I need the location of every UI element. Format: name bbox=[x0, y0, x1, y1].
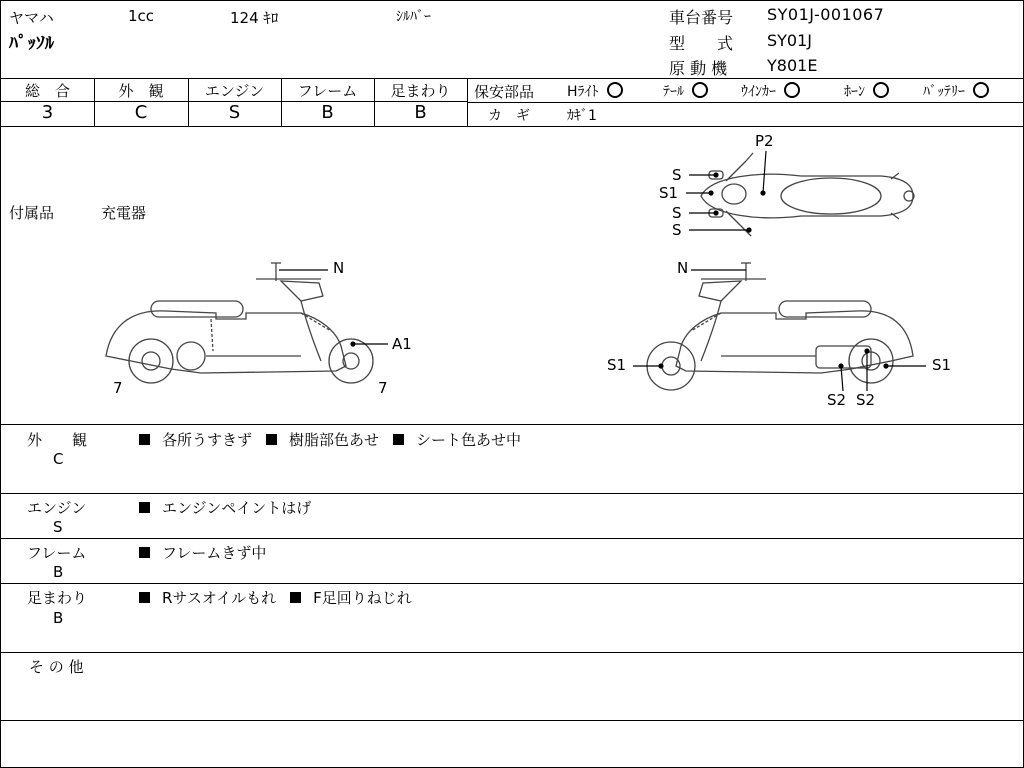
bullet-icon bbox=[393, 434, 404, 445]
callout-s1: S1 bbox=[607, 356, 627, 374]
section-notes-exterior: 各所うすきず 樹脂部色あせ シート色あせ中 bbox=[139, 429, 535, 450]
bullet-icon bbox=[139, 592, 150, 603]
type-value: SY01J bbox=[767, 31, 813, 50]
callout-s2: S2 bbox=[856, 391, 876, 409]
grade-label-engine: エンジン bbox=[204, 82, 265, 100]
grade-label-exterior: 外 観 bbox=[118, 82, 164, 100]
callout-lines bbox=[279, 151, 926, 391]
divider bbox=[1, 583, 1023, 584]
bullet-icon bbox=[266, 434, 277, 445]
divider bbox=[1, 424, 1023, 425]
callout-7: 7 bbox=[378, 379, 388, 397]
maker: ヤマハ bbox=[9, 9, 54, 27]
type-label: 型 式 bbox=[669, 34, 734, 53]
divider bbox=[1, 720, 1023, 721]
safety-item: ﾎｰﾝ bbox=[844, 81, 889, 101]
section-grade-exterior: C bbox=[53, 450, 64, 468]
section-title-other: そ の 他 bbox=[29, 658, 84, 676]
grade-value-suspension: B bbox=[414, 102, 427, 123]
grade-label-suspension: 足まわり bbox=[390, 82, 451, 100]
grade-value-exterior: C bbox=[134, 102, 148, 123]
grade-value-frame: B bbox=[321, 102, 334, 123]
callout-n: N bbox=[677, 259, 689, 277]
callout-s1: S1 bbox=[659, 184, 679, 202]
scooter-right-view bbox=[647, 263, 913, 390]
callout-s: S bbox=[672, 204, 682, 222]
section-title-exterior: 外 観 bbox=[27, 431, 88, 449]
section-title-suspension: 足まわり bbox=[27, 589, 88, 607]
accessories-label: 付属品 bbox=[9, 204, 55, 222]
grade-label-frame: フレーム bbox=[297, 82, 358, 100]
grade-value-engine: S bbox=[228, 102, 241, 123]
displacement: 1cc bbox=[128, 7, 155, 25]
frame-no: SY01J-001067 bbox=[767, 5, 885, 24]
frame-no-label: 車台番号 bbox=[669, 8, 734, 27]
divider bbox=[1, 493, 1023, 494]
callout-s: S bbox=[672, 166, 682, 184]
callout-a1: A1 bbox=[392, 335, 412, 353]
section-title-engine: エンジン bbox=[27, 499, 87, 517]
bullet-icon bbox=[290, 592, 301, 603]
safety-item: ﾃｰﾙ bbox=[663, 81, 708, 101]
engine-value: Y801E bbox=[767, 56, 818, 75]
scooter-left-view bbox=[106, 263, 373, 383]
safety-item: ﾊﾞｯﾃﾘｰ bbox=[923, 81, 989, 101]
safety-label: 保安部品 bbox=[474, 83, 535, 101]
key-label: カ ギ bbox=[488, 108, 530, 124]
model-name: ﾊﾟｯｿﾙ bbox=[9, 33, 54, 54]
bullet-icon bbox=[139, 502, 150, 513]
engine-label: 原 動 機 bbox=[669, 59, 728, 78]
callout-s2: S2 bbox=[827, 391, 847, 409]
section-title-frame: フレーム bbox=[27, 544, 87, 562]
section-notes-engine: エンジンペイントはげ bbox=[139, 497, 325, 518]
scooter-top-view bbox=[701, 153, 914, 236]
callout-n: N bbox=[333, 259, 345, 277]
bullet-icon bbox=[139, 547, 150, 558]
section-grade-suspension: B bbox=[53, 609, 64, 627]
color: ｼﾙﾊﾞｰ bbox=[396, 9, 431, 25]
divider bbox=[1, 538, 1023, 539]
section-grade-frame: B bbox=[53, 563, 64, 581]
callout-p2: P2 bbox=[755, 132, 774, 150]
section-notes-suspension: Rサスオイルもれ F足回りねじれ bbox=[139, 587, 426, 608]
bullet-icon bbox=[139, 434, 150, 445]
divider bbox=[1, 652, 1023, 653]
callout-s1: S1 bbox=[932, 356, 952, 374]
accessories-value: 充電器 bbox=[101, 204, 147, 222]
section-notes-frame: フレームきず中 bbox=[139, 542, 280, 563]
key-value: ｶｷﾞ1 bbox=[567, 108, 597, 124]
scooter-diagram bbox=[1, 1, 1023, 424]
mileage: 124 ｷﾛ bbox=[230, 9, 279, 27]
grade-value-overall: 3 bbox=[41, 102, 54, 123]
section-grade-engine: S bbox=[53, 518, 63, 536]
grade-label-overall: 総 合 bbox=[24, 82, 70, 100]
callout-7: 7 bbox=[113, 379, 123, 397]
safety-item: ｳｲﾝｶｰ bbox=[741, 81, 800, 101]
callout-s: S bbox=[672, 221, 682, 239]
safety-item: Hﾗｲﾄ bbox=[567, 81, 623, 101]
